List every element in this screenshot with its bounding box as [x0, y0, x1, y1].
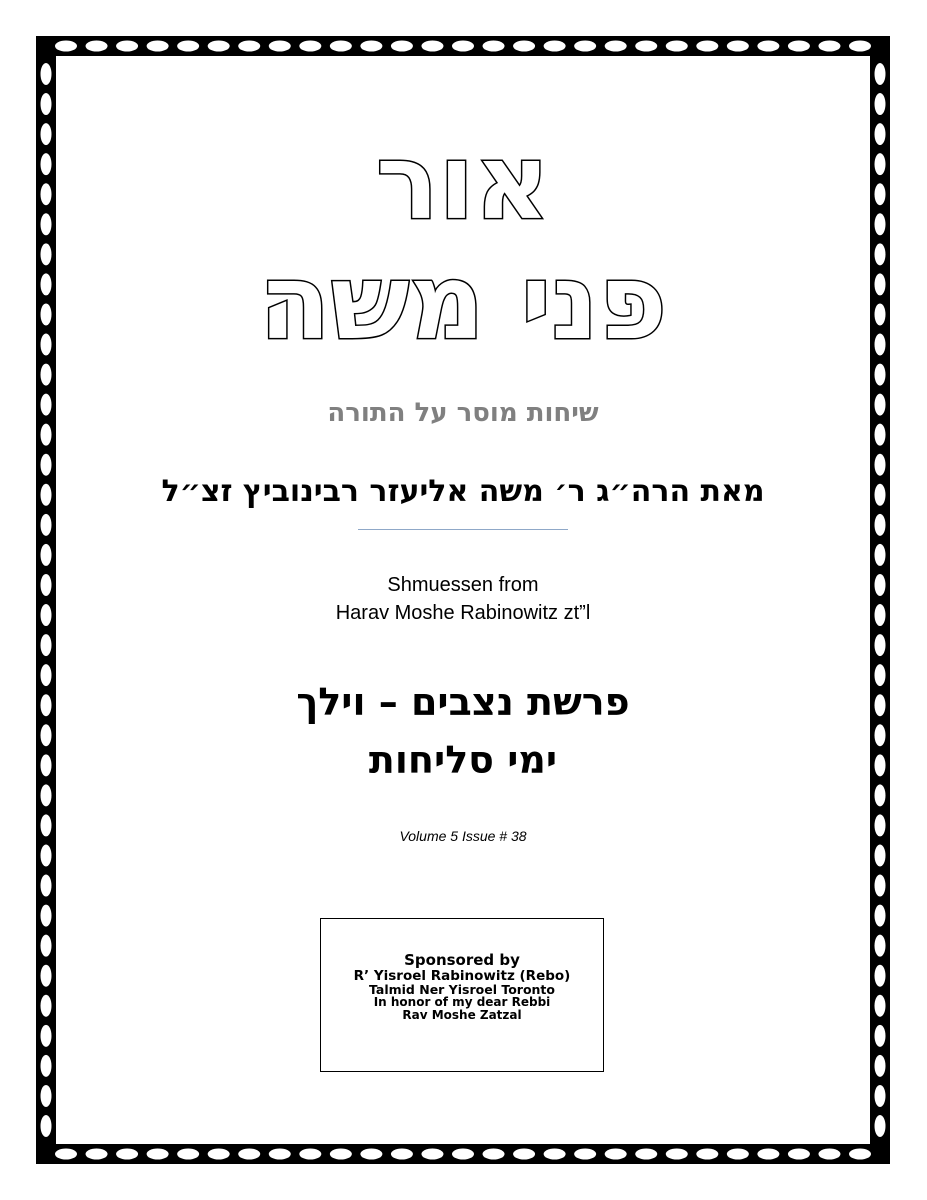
- border-dot: [208, 41, 230, 52]
- border-dot: [875, 514, 886, 536]
- border-dot: [544, 41, 566, 52]
- border-dot: [41, 604, 52, 626]
- border-dot: [41, 364, 52, 386]
- border-dot: [299, 41, 321, 52]
- border-dot: [41, 1025, 52, 1047]
- border-dot: [41, 1115, 52, 1137]
- border-dot: [41, 574, 52, 596]
- parsha-title: פרשת נצבים – וילך: [296, 680, 630, 724]
- border-dot: [41, 544, 52, 566]
- border-dot: [875, 754, 886, 776]
- border-dot: [875, 935, 886, 957]
- border-dot: [513, 41, 535, 52]
- border-dot: [41, 454, 52, 476]
- border-dot: [875, 303, 886, 325]
- border-dot: [41, 63, 52, 85]
- border-dot: [41, 694, 52, 716]
- border-dot: [875, 604, 886, 626]
- border-dot: [875, 844, 886, 866]
- border-dot: [452, 41, 474, 52]
- border-dot: [41, 273, 52, 295]
- border-dot: [818, 1149, 840, 1160]
- border-dot: [574, 41, 596, 52]
- border-dot: [788, 1149, 810, 1160]
- border-dot: [635, 41, 657, 52]
- border-dot: [757, 41, 779, 52]
- border-dot: [41, 123, 52, 145]
- border-dot: [41, 303, 52, 325]
- border-dot: [875, 694, 886, 716]
- border-dot: [875, 544, 886, 566]
- border-dot: [849, 41, 871, 52]
- cover-content: [58, 58, 868, 1142]
- border-dot: [391, 41, 413, 52]
- border-dot: [41, 334, 52, 356]
- border-dot: [452, 1149, 474, 1160]
- border-dot: [421, 41, 443, 52]
- border-dot: [177, 41, 199, 52]
- border-dot: [360, 1149, 382, 1160]
- border-dot: [727, 1149, 749, 1160]
- border-dot: [875, 875, 886, 897]
- border-dot: [574, 1149, 596, 1160]
- border-dot: [41, 213, 52, 235]
- sponsor-line-3: Talmid Ner Yisroel Toronto: [368, 981, 555, 997]
- border-dot: [116, 41, 138, 52]
- border-dot: [41, 754, 52, 776]
- border-dot: [605, 1149, 627, 1160]
- border-dot: [55, 41, 77, 52]
- border-dot: [41, 935, 52, 957]
- border-dot: [208, 1149, 230, 1160]
- border-dot: [41, 243, 52, 265]
- border-dot: [41, 905, 52, 927]
- english-subtitle-line-2: Harav Moshe Rabinowitz zt”l: [335, 602, 591, 624]
- border-dot: [875, 153, 886, 175]
- border-dot: [875, 574, 886, 596]
- border-dot: [513, 1149, 535, 1160]
- author-hebrew: מאת הרה״ג ר׳ משה אליעזר רבינוביץ זצ״ל: [161, 474, 765, 509]
- english-subtitle-line-1: Shmuessen from: [387, 574, 539, 596]
- border-dot: [875, 965, 886, 987]
- border-dot: [875, 484, 886, 506]
- border-dot: [875, 1025, 886, 1047]
- border-dot: [421, 1149, 443, 1160]
- border-dot: [41, 814, 52, 836]
- border-dot: [41, 784, 52, 806]
- border-dot: [238, 1149, 260, 1160]
- border-dot: [483, 41, 505, 52]
- border-dot: [605, 41, 627, 52]
- border-dot: [875, 634, 886, 656]
- border-dot: [147, 1149, 169, 1160]
- title-line-2: פני משה: [259, 241, 667, 363]
- border-dot: [875, 183, 886, 205]
- border-dot: [666, 41, 688, 52]
- border-dot: [727, 41, 749, 52]
- border-dot: [299, 1149, 321, 1160]
- border-dot: [875, 995, 886, 1017]
- border-dot: [177, 1149, 199, 1160]
- sponsor-text: [321, 953, 603, 1021]
- border-dot: [875, 93, 886, 115]
- border-dot: [41, 1055, 52, 1077]
- border-dot: [41, 514, 52, 536]
- border-dot: [41, 664, 52, 686]
- divider-line: [358, 529, 568, 530]
- border-dot: [41, 875, 52, 897]
- sponsor-line-5: Rav Moshe Zatzal: [402, 1007, 522, 1022]
- sponsor-box: [320, 918, 604, 1072]
- border-dot: [849, 1149, 871, 1160]
- border-dot: [41, 844, 52, 866]
- border-dot: [269, 41, 291, 52]
- border-dot: [875, 243, 886, 265]
- sponsor-line-1: Sponsored by: [404, 951, 520, 969]
- border-dot: [544, 1149, 566, 1160]
- border-dot: [875, 784, 886, 806]
- border-dot: [818, 41, 840, 52]
- border-dot: [788, 41, 810, 52]
- border-dot: [875, 454, 886, 476]
- border-dot: [41, 424, 52, 446]
- border-dot: [635, 1149, 657, 1160]
- sponsor-line-2: R’ Yisroel Rabinowitz (Rebo): [353, 967, 571, 984]
- border-dot: [696, 1149, 718, 1160]
- border-dot: [116, 1149, 138, 1160]
- border-dot: [86, 1149, 108, 1160]
- border-dot: [55, 1149, 77, 1160]
- title-line-1: אור: [375, 121, 551, 243]
- border-dot: [41, 93, 52, 115]
- border-dot: [391, 1149, 413, 1160]
- border-dot: [875, 424, 886, 446]
- border-dot: [360, 41, 382, 52]
- border-dot: [41, 183, 52, 205]
- border-dot: [330, 41, 352, 52]
- subtitle: שיחות מוסר על התורה: [327, 398, 599, 428]
- border-dot: [238, 41, 260, 52]
- border-dot: [41, 634, 52, 656]
- border-dot: [41, 965, 52, 987]
- border-dot: [41, 724, 52, 746]
- border-dot: [875, 664, 886, 686]
- border-dot: [875, 1085, 886, 1107]
- border-dot: [875, 63, 886, 85]
- border-dot: [41, 1085, 52, 1107]
- border-dot: [875, 814, 886, 836]
- border-dot: [41, 995, 52, 1017]
- border-dot: [875, 1055, 886, 1077]
- border-dot: [269, 1149, 291, 1160]
- border-dot: [696, 41, 718, 52]
- border-dot: [483, 1149, 505, 1160]
- parsha-subtitle: ימי סליחות: [368, 738, 558, 782]
- border-dot: [875, 273, 886, 295]
- border-dot: [875, 394, 886, 416]
- border-dot: [147, 41, 169, 52]
- border-dot: [757, 1149, 779, 1160]
- border-dot: [875, 905, 886, 927]
- volume-issue: Volume 5 Issue # 38: [399, 828, 527, 844]
- border-dot: [41, 484, 52, 506]
- border-dot: [86, 41, 108, 52]
- border-dot: [875, 724, 886, 746]
- border-dot: [41, 394, 52, 416]
- border-dot: [666, 1149, 688, 1160]
- border-dot: [875, 334, 886, 356]
- border-dot: [875, 213, 886, 235]
- sponsor-line-4: In honor of my dear Rebbi: [373, 995, 551, 1010]
- border-dot: [875, 123, 886, 145]
- border-dot: [875, 364, 886, 386]
- border-dot: [875, 1115, 886, 1137]
- border-dot: [41, 153, 52, 175]
- border-dot: [330, 1149, 352, 1160]
